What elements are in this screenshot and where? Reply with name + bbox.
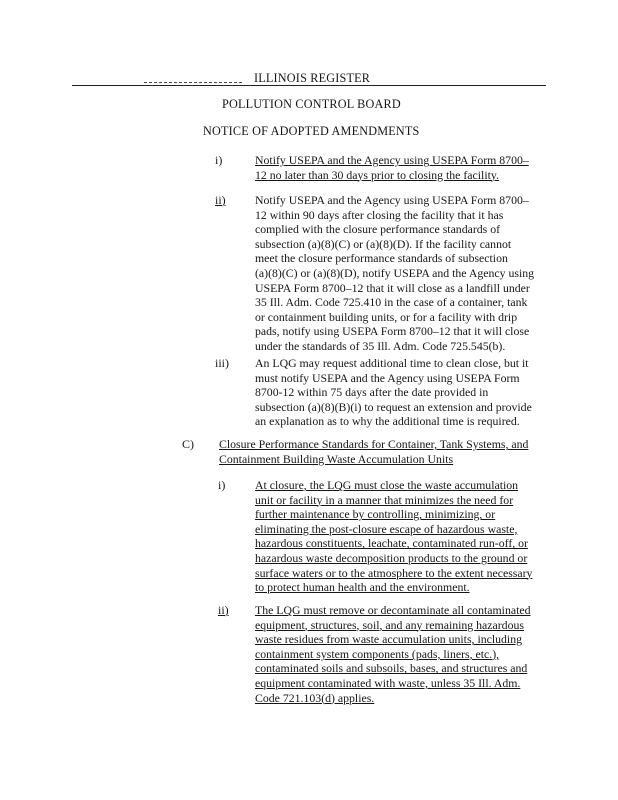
c-item-i-line: unit or facility in a manner that minimizes the need for bbox=[255, 492, 514, 507]
c-item-i-line: surface waters or to the atmosphere to the extent necessary bbox=[255, 565, 533, 580]
header-dashes bbox=[144, 82, 242, 83]
c-item-i-line: further maintenance by controlling, minimizing, or bbox=[255, 507, 496, 522]
c-item-i-text bbox=[255, 478, 532, 595]
item-ii-line: USEPA Form 8700–12 that it will close as a landfill under bbox=[255, 280, 530, 295]
item-ii-text bbox=[255, 193, 534, 354]
c-item-i-line: hazardous waste decomposition products to the ground or bbox=[255, 550, 528, 565]
section-c-title bbox=[219, 437, 528, 466]
item-iii-line: must notify USEPA and the Agency using USEPA Form bbox=[255, 370, 520, 385]
c-item-i-line: At closure, the LQG must close the waste accumulation bbox=[255, 478, 519, 492]
item-i-text bbox=[255, 153, 529, 182]
c-item-ii-line: Code 721.103(d) applies. bbox=[255, 690, 375, 705]
item-ii-line: 35 Ill. Adm. Code 725.410 in the case of a container, tank bbox=[255, 295, 528, 310]
item-iii-label: iii) bbox=[215, 356, 229, 370]
c-item-ii-line: equipment contaminated with waste, unless 35 Ill. Adm. bbox=[255, 675, 521, 690]
item-ii-line: (a)(8)(C) or (a)(8)(D), notify USEPA and the Agency using bbox=[255, 265, 535, 280]
item-ii-line: subsection (a)(8)(C) or (a)(8)(D). If the facility cannot bbox=[255, 236, 512, 251]
c-item-ii-text bbox=[255, 603, 531, 705]
item-i-label: i) bbox=[215, 153, 223, 167]
item-i-line: 12 no later than 30 days prior to closing the facility. bbox=[255, 167, 499, 182]
item-iii-line: An LQG may request additional time to clean close, but it bbox=[255, 356, 529, 370]
c-item-ii-line: waste residues from waste accumulation units, including bbox=[255, 632, 523, 647]
section-c-title-line: Containment Building Waste Accumulation Units bbox=[219, 451, 454, 466]
c-item-i-line: eliminating the post-closure escape of hazardous waste, bbox=[255, 521, 518, 536]
c-item-ii-line: contaminated soils and subsoils, bases, and structures and bbox=[255, 661, 528, 676]
c-item-ii-line: The LQG must remove or decontaminate all contaminated bbox=[255, 603, 531, 617]
register-title: ILLINOIS REGISTER bbox=[254, 71, 371, 85]
item-ii-line: 12 within 90 days after closing the facility that it has bbox=[255, 207, 504, 222]
c-item-ii-line: equipment, structures, soil, and any remaining hazardous bbox=[255, 617, 524, 632]
section-c-title-line: Closure Performance Standards for Container, Tank Systems, and bbox=[219, 437, 529, 451]
item-iii-line: an explanation as to why the additional time is required. bbox=[255, 414, 520, 429]
c-item-ii-label: ii) bbox=[218, 603, 229, 617]
c-item-i-label: i) bbox=[218, 478, 226, 492]
c-item-ii-line: containment system components (pads, liners, etc.), bbox=[255, 646, 500, 661]
board-name: POLLUTION CONTROL BOARD bbox=[222, 97, 401, 111]
item-i-line: Notify USEPA and the Agency using USEPA Form 8700– bbox=[255, 153, 529, 167]
item-ii-line: Notify USEPA and the Agency using USEPA Form 8700– bbox=[255, 193, 529, 207]
item-iii-line: subsection (a)(8)(B)(i) to request an extension and provide bbox=[255, 399, 532, 414]
item-iii-line: 8700-12 within 75 days after the date provided in bbox=[255, 385, 489, 400]
item-ii-line: under the standards of 35 Ill. Adm. Code 725.545(b). bbox=[255, 338, 506, 353]
item-iii-text bbox=[255, 356, 532, 429]
item-ii-line: meet the closure performance standards of subsection bbox=[255, 251, 508, 266]
item-ii-line: complied with the closure performance standards of bbox=[255, 222, 501, 237]
section-c-label: C) bbox=[182, 437, 194, 451]
c-item-i-line: to protect human health and the environment. bbox=[255, 580, 470, 595]
item-ii-label: ii) bbox=[215, 193, 226, 207]
notice-title: NOTICE OF ADOPTED AMENDMENTS bbox=[203, 124, 420, 138]
c-item-i-line: hazardous constituents, leachate, contaminated run-off, or bbox=[255, 536, 528, 551]
item-ii-line: pads, notify using USEPA Form 8700–12 that it will close bbox=[255, 324, 530, 339]
item-ii-line: or containment building units, or for a facility with drip bbox=[255, 309, 518, 324]
